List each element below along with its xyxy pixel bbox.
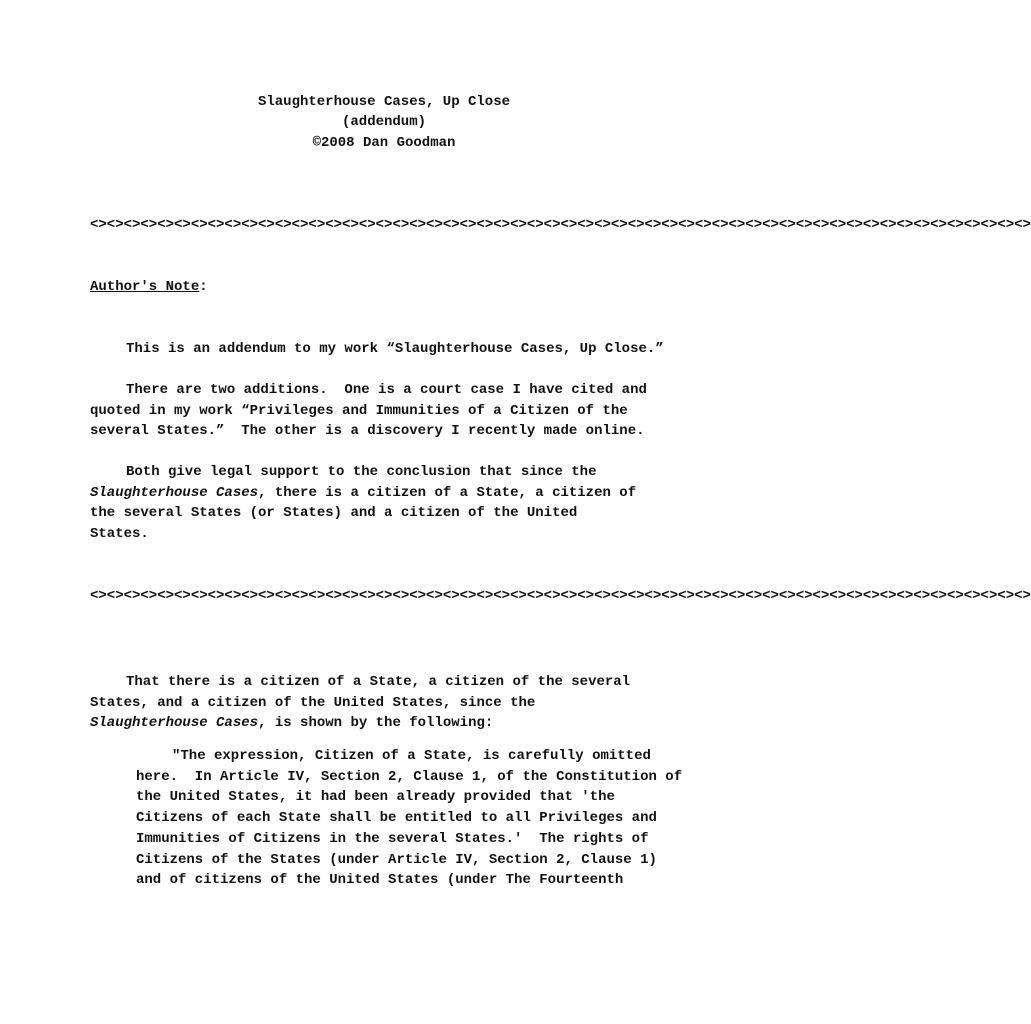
case-name-italic: Slaughterhouse Cases (90, 484, 259, 501)
quote-line: "The expression, Citizen of a State, is carefully omitted (172, 748, 651, 764)
authors-note-label: Author's Note (90, 279, 200, 295)
paragraph-additions (90, 380, 647, 442)
paragraph-line: , is shown by the following: (258, 715, 494, 732)
document-subtitle: (addendum) (341, 114, 426, 130)
paragraph-addendum: This is an addendum to my work “Slaughterhouse Cases, Up Close.” (126, 341, 664, 357)
quote-line: Citizens of each State shall be entitled to all Privileges and (136, 810, 657, 827)
quote-line: Immunities of Citizens in the several States.' The rights of (136, 830, 649, 847)
paragraph-line: That there is a citizen of a State, a citizen of the several (126, 674, 631, 690)
quote-line: and of citizens of the United States (under The Fourteenth (136, 872, 624, 889)
paragraph-line: States. (90, 526, 149, 543)
paragraph-line: quoted in my work “Privileges and Immunities of a Citizen of the (90, 402, 628, 419)
authors-note-colon: : (199, 279, 208, 295)
paragraph-line: several States.” The other is a discovery I recently made online. (90, 423, 645, 440)
quote-line: Citizens of the States (under Article IV, Section 2, Clause 1) (136, 851, 657, 868)
case-name-italic: Slaughterhouse Cases (90, 715, 259, 732)
document-title: Slaughterhouse Cases, Up Close (257, 94, 511, 110)
quote-line: the United States, it had been already provided that 'the (136, 789, 615, 806)
separator-line: <><><><><><><><><><><><><><><><><><><><><><><><><><><><><><><><><><><><><><><><><><><><><><><><><><><><><><><><> (90, 217, 1031, 233)
separator-line: <><><><><><><><><><><><><><><><><><><><><><><><><><><><><><><><><><><><><><><><><><><><><><><><><><><><><><><><> (90, 588, 1031, 604)
paragraph-citizenship (90, 672, 630, 734)
block-quote (136, 746, 682, 891)
paragraph-line: , there is a citizen of a State, a citizen of (258, 484, 637, 501)
quote-line: here. In Article IV, Section 2, Clause 1, of the Constitution of (136, 768, 683, 785)
paragraph-line: There are two additions. One is a court case I have cited and (126, 382, 647, 398)
paragraph-line: the several States (or States) and a citizen of the United (90, 505, 578, 522)
authors-note-heading (90, 277, 208, 297)
paragraph-line: States, and a citizen of the United States, since the (90, 694, 536, 711)
copyright-line: ©2008 Dan Goodman (312, 135, 456, 151)
paragraph-line: Both give legal support to the conclusion that since the (126, 464, 597, 480)
paragraph-legal-support (90, 462, 636, 545)
